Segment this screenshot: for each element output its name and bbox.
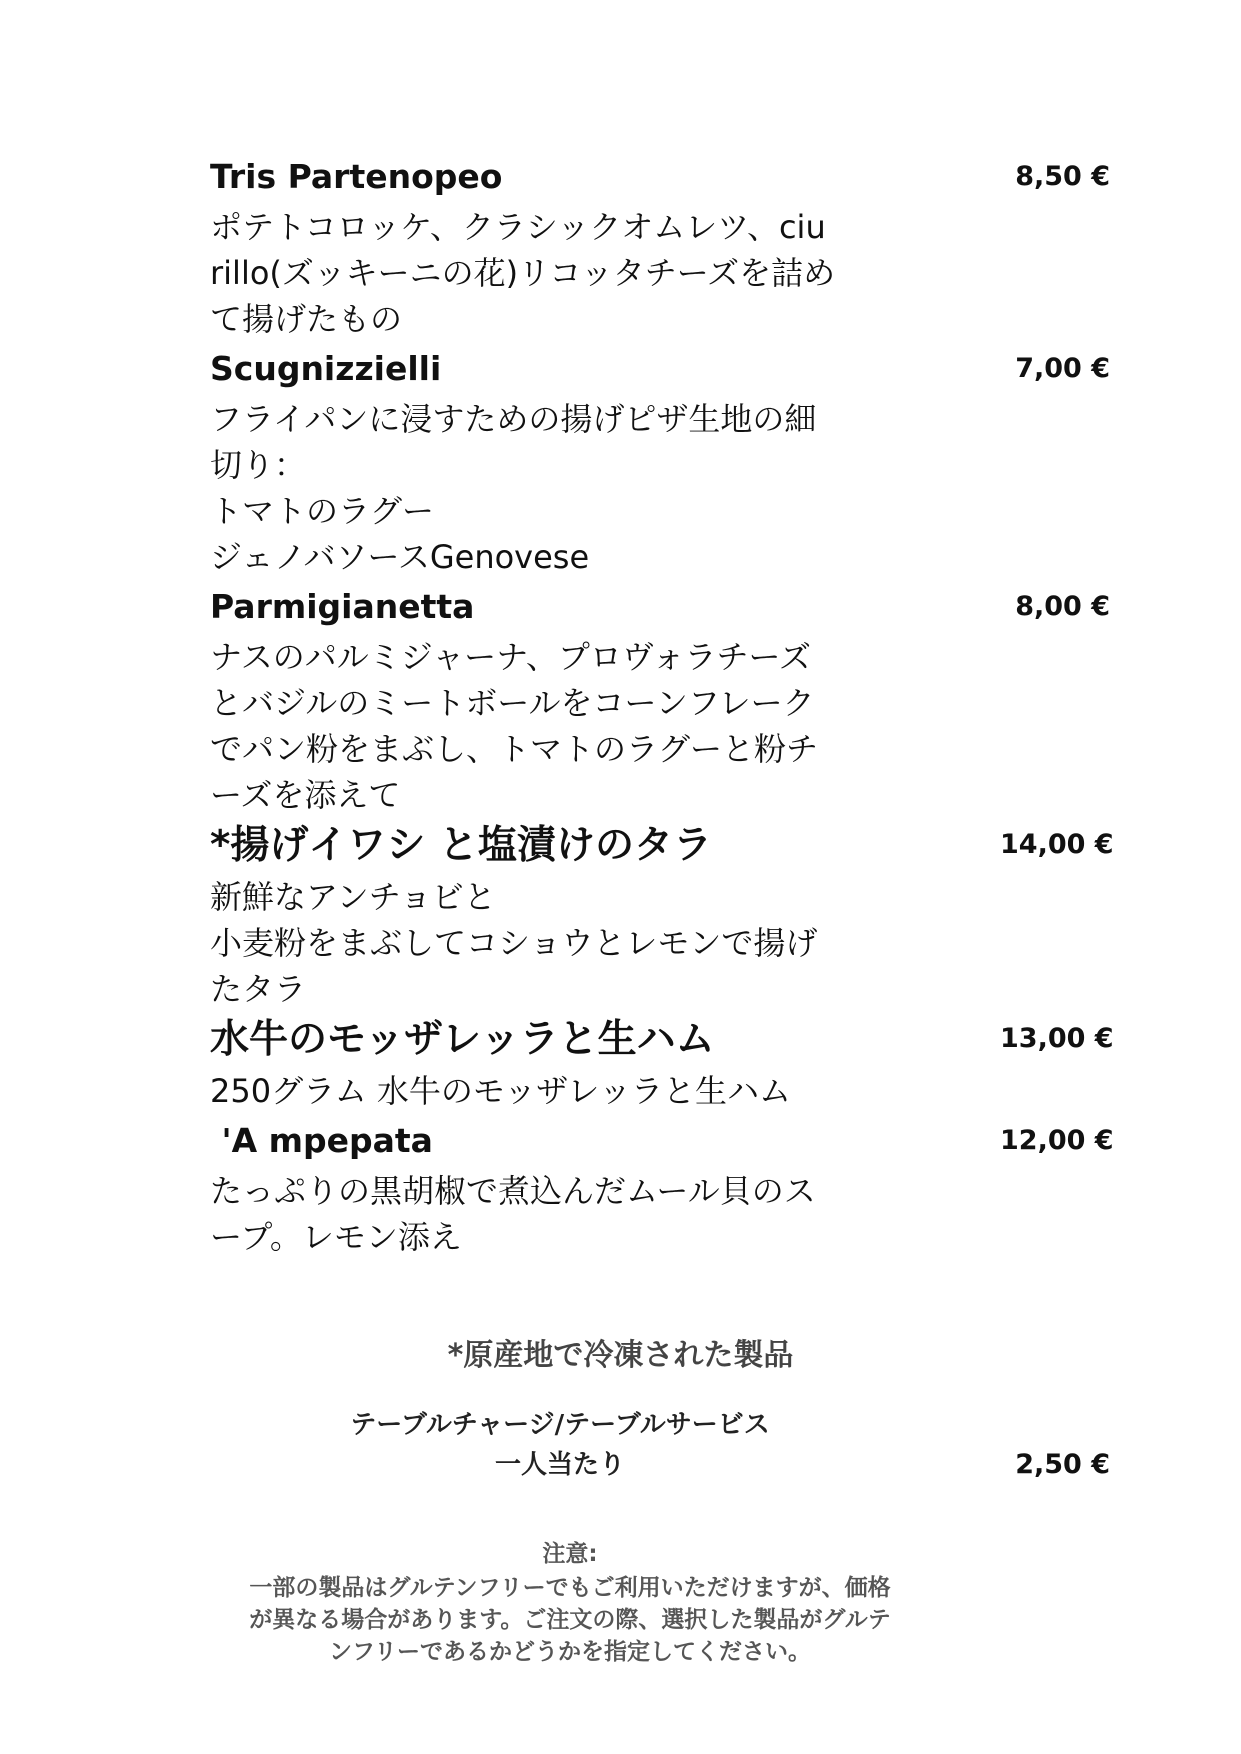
menu-item-scugnizzielli: [210, 342, 1110, 580]
menu-item-tris-partenopeo: [210, 150, 1110, 342]
menu-item-buffalo-mozzarella-ham: [210, 1012, 1114, 1114]
cover-charge-line: 一人当たり: [494, 1450, 625, 1480]
cover-charge: [0, 1405, 1241, 1515]
notice-line: が異なる場合があります。ご注文の際、選択した製品がグルテ: [249, 1607, 891, 1633]
menu-item-fried-anchovies-cod: [210, 818, 1114, 1012]
description-line: フライパンに浸すための揚げピザ生地の細: [210, 400, 817, 438]
description-line: とバジルのミートボールをコーンフレーク: [210, 684, 815, 722]
menu-item-a-mpepata: [210, 1114, 1114, 1260]
notice-line: 一部の製品はグルテンフリーでもご利用いただけますが、価格: [249, 1575, 891, 1601]
cover-charge-label: [320, 1405, 800, 1485]
menu-item-parmigianetta: [210, 580, 1110, 818]
item-price: 12,00 €: [1000, 1125, 1114, 1156]
item-price: 7,00 €: [1015, 353, 1110, 384]
item-description: [210, 204, 940, 342]
item-name: Parmigianetta: [210, 587, 475, 626]
description-line: ナスのパルミジャーナ、プロヴォラチーズ: [210, 638, 811, 676]
description-line: 新鮮なアンチョビと: [210, 878, 496, 916]
item-price: 8,00 €: [1015, 591, 1110, 622]
description-line: 250グラム 水牛のモッザレッラと生ハム: [210, 1072, 792, 1110]
frozen-product-footnote: *原産地で冷凍された製品: [447, 1338, 794, 1373]
description-line: たタラ: [210, 970, 307, 1008]
item-name: 'A mpepata: [210, 1121, 433, 1160]
menu-list: [210, 150, 1114, 1260]
description-line: rillo(ズッキーニの花)リコッタチーズを詰め: [210, 254, 836, 292]
item-description: [210, 396, 940, 580]
description-line: ープ。レモン添え: [210, 1218, 462, 1256]
gluten-free-notice: [210, 1538, 930, 1668]
notice-title: 注意:: [542, 1541, 598, 1567]
item-name: 水牛のモッザレッラと生ハム: [210, 1017, 715, 1062]
description-line: ジェノバソースGenovese: [210, 538, 590, 576]
description-line: ーズを添えて: [210, 776, 401, 814]
item-price: 14,00 €: [1000, 829, 1114, 860]
description-line: て揚げたもの: [210, 300, 403, 338]
description-line: でパン粉をまぶし、トマトのラグーと粉チ: [210, 730, 819, 768]
item-name: Tris Partenopeo: [210, 157, 503, 196]
item-name: *揚げイワシ と塩漬けのタラ: [210, 823, 712, 868]
description-line: 切り：: [210, 446, 307, 484]
item-description: [210, 634, 940, 818]
item-price: 8,50 €: [1015, 161, 1110, 192]
item-price: 13,00 €: [1000, 1023, 1114, 1054]
cover-charge-price: 2,50 €: [1015, 1449, 1110, 1480]
item-description: [210, 874, 940, 1012]
description-line: トマトのラグー: [210, 492, 435, 530]
cover-charge-line: テーブルチャージ/テーブルサービス: [350, 1410, 770, 1440]
notice-line: ンフリーであるかどうかを指定してください。: [328, 1639, 812, 1665]
item-description: [210, 1068, 940, 1114]
description-line: たっぷりの黒胡椒で煮込んだムール貝のス: [210, 1172, 816, 1210]
item-name: Scugnizzielli: [210, 349, 442, 388]
description-line: 小麦粉をまぶしてコショウとレモンで揚げ: [210, 924, 818, 962]
item-description: [210, 1168, 940, 1260]
description-line: ポテトコロッケ、クラシックオムレツ、ciu: [210, 208, 826, 246]
